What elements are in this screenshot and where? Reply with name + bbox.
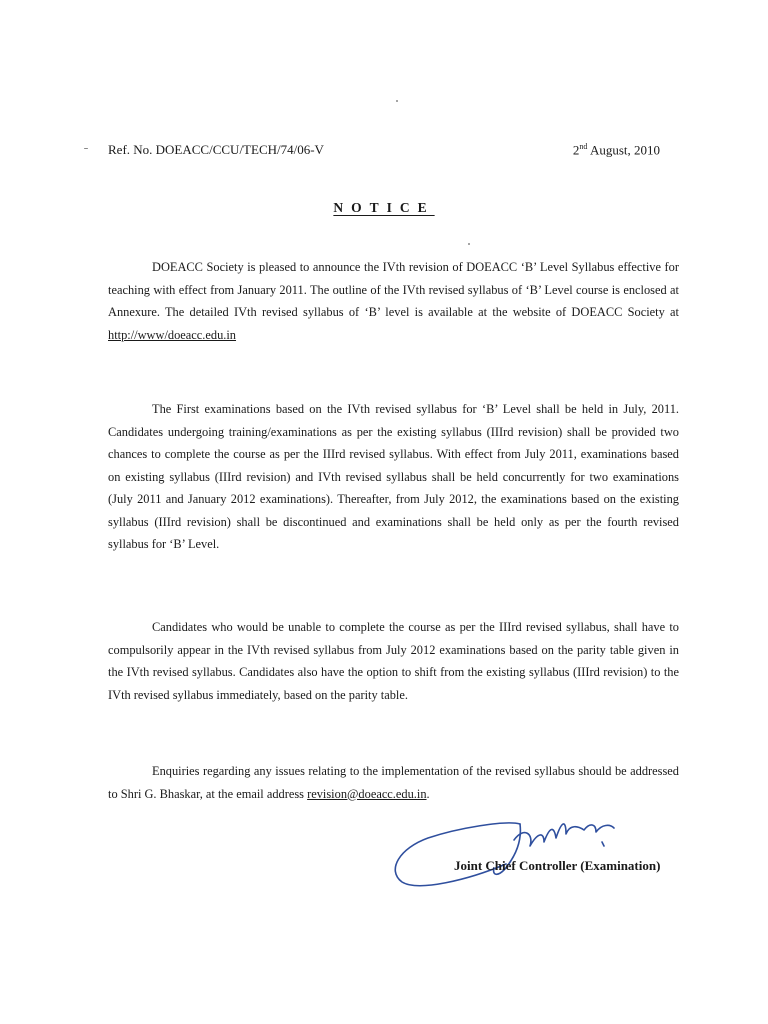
reference-number: Ref. No. DOEACC/CCU/TECH/74/06-V	[108, 142, 324, 157]
paragraph-announcement	[108, 256, 679, 346]
paragraph-text: Candidates who would be unable to complete the course as per the IIIrd revised syllabus, shall have to compulsorily appear in the IVth revised syllabus from July 2012 examinations based on the parity table given in the IVth revised syllabus. Candidates also have the option to shift from the existing syllabus (IIIrd revision) to the IVth revised syllabus immediately, based on the parity table.	[108, 620, 679, 702]
paragraph-candidates	[108, 616, 679, 706]
paragraph-examinations	[108, 398, 679, 556]
email-link[interactable]: revision@doeacc.edu.in	[307, 786, 427, 801]
date-month-year: August, 2010	[587, 142, 660, 158]
notice-date	[573, 142, 660, 158]
scan-speck	[396, 100, 398, 102]
date-suffix: nd	[579, 142, 588, 151]
notice-title: NOTICE	[333, 200, 435, 215]
paragraph-text: Enquiries regarding any issues relating to the implementation of the revised syllabus should be addressed to Shri G. Bhaskar, at the email address	[108, 764, 679, 801]
paragraph-enquiries	[108, 760, 679, 805]
paragraph-text: The First examinations based on the IVth revised syllabus for ‘B’ Level shall be held in July, 2011. Candidates undergoing training/examinations as per the existing syllabus (IIIrd revision) shall be provided two chances to complete the course as per the IIIrd revised syllabus. With effect from July 2011, examinations based on existing syllabus (IIIrd revision) and IVth revised syllabus shall be held concurrently for two examinations (July 2011 and January 2012 examinations). Thereafter, from July 2012, the examinations based on the existing syllabus (IIIrd revision) shall be discontinued and examinations shall be held only as per the fourth revised syllabus for ‘B’ Level.	[108, 402, 679, 551]
date-day: 2	[572, 142, 580, 158]
website-link[interactable]: http://www/doeacc.edu.in	[108, 327, 237, 342]
scan-speck	[468, 243, 470, 245]
handwritten-signature	[388, 812, 628, 892]
signatory-title: Joint Chief Controller (Examination)	[454, 858, 661, 873]
paragraph-text-end: .	[426, 786, 430, 801]
paragraph-text: DOEACC Society is pleased to announce the IVth revision of DOEACC ‘B’ Level Syllabus effective for teaching with effect from January 2011. The outline of the IVth revised syllabus of ‘B’ Level course is enclosed at Annexure. The detailed IVth revised syllabus of ‘B’ level is available at the website of DOEACC Society at	[108, 260, 679, 319]
scan-speck	[84, 148, 88, 149]
